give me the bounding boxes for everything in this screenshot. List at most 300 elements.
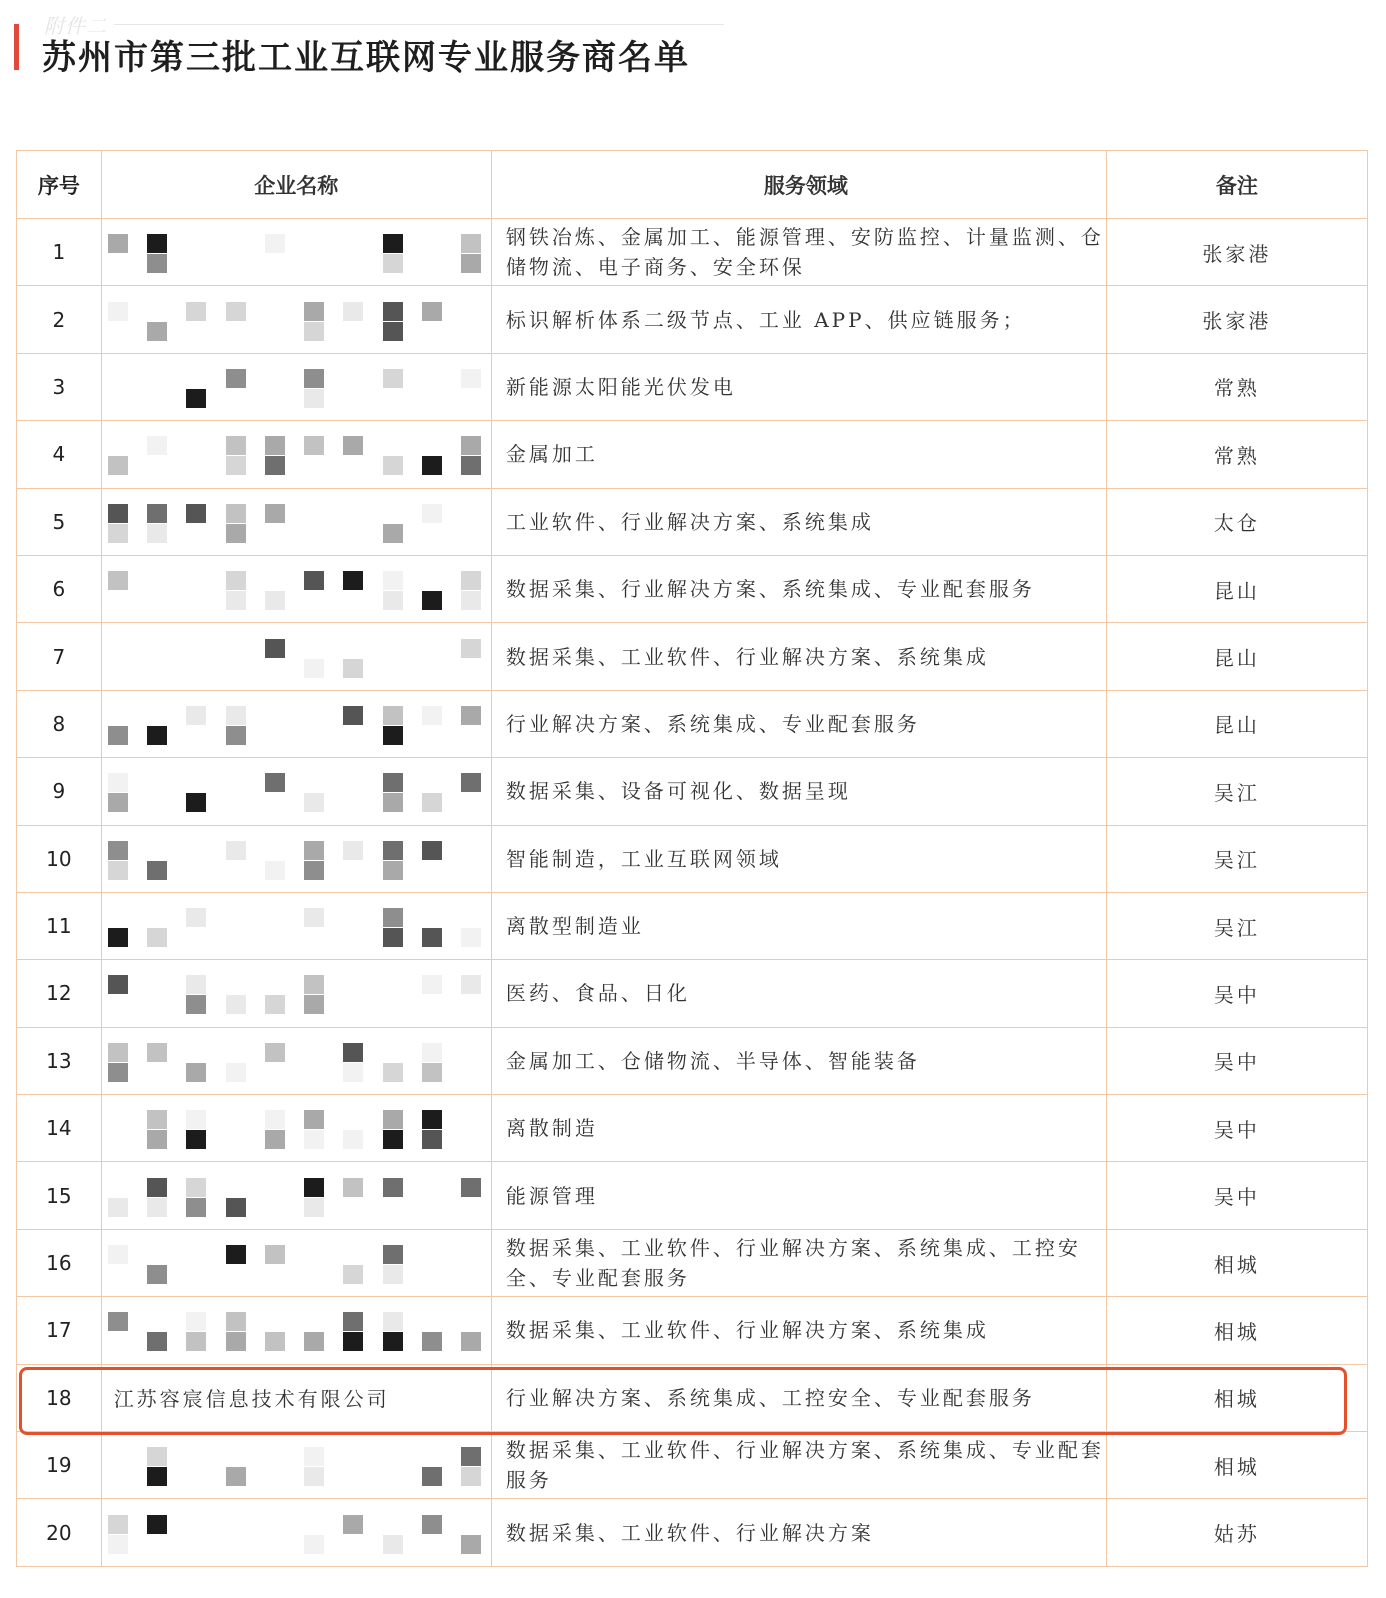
table-row <box>17 1229 1368 1296</box>
table-row <box>17 892 1368 959</box>
mosaic-block <box>304 1198 324 1217</box>
table-row <box>17 1095 1368 1162</box>
mosaic-block <box>186 389 206 408</box>
redaction-mosaic <box>102 1031 482 1091</box>
mosaic-block <box>383 861 403 880</box>
mosaic-block <box>147 1515 167 1534</box>
mosaic-block <box>186 302 206 321</box>
mosaic-block <box>226 436 246 455</box>
mosaic-block <box>422 975 442 994</box>
mosaic-block <box>383 1178 403 1197</box>
row-index: 5 <box>17 488 102 555</box>
mosaic-block <box>265 456 285 475</box>
service-area: 行业解决方案、系统集成、工控安全、专业配套服务 <box>491 1364 1106 1431</box>
mosaic-block <box>343 302 363 321</box>
row-index: 19 <box>17 1432 102 1499</box>
service-area: 数据采集、设备可视化、数据呈现 <box>491 758 1106 825</box>
mosaic-block <box>265 639 285 658</box>
mosaic-block <box>383 841 403 860</box>
table-row <box>17 421 1368 488</box>
mosaic-block <box>186 1312 206 1331</box>
mosaic-block <box>343 1063 363 1082</box>
mosaic-block <box>147 504 167 523</box>
mosaic-block <box>383 322 403 341</box>
service-area: 离散制造 <box>491 1095 1106 1162</box>
mosaic-block <box>147 1467 167 1486</box>
mosaic-block <box>383 302 403 321</box>
row-index: 4 <box>17 421 102 488</box>
redaction-mosaic <box>102 1166 482 1226</box>
redaction-mosaic <box>102 1503 482 1563</box>
mosaic-block <box>383 1130 403 1149</box>
page-title: 苏州市第三批工业互联网专业服务商名单 <box>42 38 690 78</box>
mosaic-block <box>186 793 206 812</box>
company-name-redacted <box>101 1499 491 1566</box>
mosaic-block <box>422 1515 442 1534</box>
mosaic-block <box>383 456 403 475</box>
company-name-redacted <box>101 219 491 286</box>
mosaic-block <box>108 1312 128 1331</box>
mosaic-block <box>304 841 324 860</box>
mosaic-block <box>343 1515 363 1534</box>
mosaic-block <box>226 302 246 321</box>
mosaic-block <box>343 1178 363 1197</box>
redaction-mosaic <box>102 424 482 484</box>
header-rule <box>114 24 724 25</box>
provider-table <box>16 150 1368 1567</box>
mosaic-block <box>108 504 128 523</box>
region-note: 相城 <box>1106 1364 1367 1431</box>
redaction-mosaic <box>102 290 482 350</box>
company-name-redacted <box>101 825 491 892</box>
redaction-mosaic <box>102 963 482 1023</box>
mosaic-block <box>147 1110 167 1129</box>
table-row <box>17 623 1368 690</box>
service-area: 钢铁冶炼、金属加工、能源管理、安防监控、计量监测、仓储物流、电子商务、安全环保 <box>491 219 1106 286</box>
service-area: 数据采集、行业解决方案、系统集成、专业配套服务 <box>491 555 1106 622</box>
mosaic-block <box>108 928 128 947</box>
mosaic-block <box>226 1245 246 1264</box>
mosaic-block <box>265 773 285 792</box>
mosaic-block <box>108 841 128 860</box>
mosaic-block <box>226 571 246 590</box>
service-area: 行业解决方案、系统集成、专业配套服务 <box>491 690 1106 757</box>
mosaic-block <box>461 591 481 610</box>
region-note: 吴中 <box>1106 960 1367 1027</box>
service-area: 医药、食品、日化 <box>491 960 1106 1027</box>
table-row <box>17 1499 1368 1566</box>
mosaic-block <box>304 793 324 812</box>
mosaic-block <box>304 302 324 321</box>
mosaic-block <box>226 1332 246 1351</box>
company-name-redacted <box>101 1027 491 1094</box>
mosaic-block <box>108 571 128 590</box>
mosaic-block <box>304 571 324 590</box>
document-header <box>14 0 774 76</box>
mosaic-block <box>461 456 481 475</box>
mosaic-block <box>108 975 128 994</box>
region-note: 吴江 <box>1106 892 1367 959</box>
company-name-redacted <box>101 1432 491 1499</box>
mosaic-block <box>461 706 481 725</box>
mosaic-block <box>108 524 128 543</box>
attachment-label: 附件二 <box>44 14 107 38</box>
mosaic-block <box>383 928 403 947</box>
mosaic-block <box>147 1130 167 1149</box>
row-index: 15 <box>17 1162 102 1229</box>
mosaic-block <box>147 726 167 745</box>
mosaic-block <box>461 1332 481 1351</box>
mosaic-block <box>226 841 246 860</box>
mosaic-block <box>226 456 246 475</box>
mosaic-block <box>108 1245 128 1264</box>
company-name-redacted <box>101 758 491 825</box>
table-header-row <box>17 151 1368 219</box>
table-row <box>17 690 1368 757</box>
mosaic-block <box>186 975 206 994</box>
mosaic-block <box>265 1043 285 1062</box>
mosaic-block <box>226 995 246 1014</box>
company-name-redacted <box>101 623 491 690</box>
region-note: 昆山 <box>1106 555 1367 622</box>
mosaic-block <box>147 1265 167 1284</box>
row-index: 3 <box>17 353 102 420</box>
mosaic-block <box>304 908 324 927</box>
mosaic-block <box>422 456 442 475</box>
table-row <box>17 758 1368 825</box>
mosaic-block <box>226 504 246 523</box>
mosaic-block <box>383 726 403 745</box>
company-name-redacted <box>101 1229 491 1296</box>
mosaic-block <box>343 1332 363 1351</box>
row-index: 12 <box>17 960 102 1027</box>
mosaic-block <box>422 591 442 610</box>
region-note: 太仓 <box>1106 488 1367 555</box>
mosaic-block <box>461 639 481 658</box>
service-area: 数据采集、工业软件、行业解决方案 <box>491 1499 1106 1566</box>
mosaic-block <box>304 659 324 678</box>
mosaic-block <box>422 928 442 947</box>
mosaic-block <box>186 706 206 725</box>
mosaic-block <box>147 1043 167 1062</box>
redaction-mosaic <box>102 559 482 619</box>
mosaic-block <box>304 1178 324 1197</box>
mosaic-block <box>343 706 363 725</box>
row-index: 14 <box>17 1095 102 1162</box>
mosaic-block <box>383 1535 403 1554</box>
column-header-note: 备注 <box>1106 151 1367 219</box>
mosaic-block <box>108 456 128 475</box>
row-index: 2 <box>17 286 102 353</box>
mosaic-block <box>383 1245 403 1264</box>
region-note: 吴江 <box>1106 758 1367 825</box>
table-row <box>17 1432 1368 1499</box>
mosaic-block <box>383 1312 403 1331</box>
mosaic-block <box>226 369 246 388</box>
redaction-mosaic <box>102 627 482 687</box>
mosaic-block <box>108 1043 128 1062</box>
table-row <box>17 488 1368 555</box>
company-name-redacted <box>101 1162 491 1229</box>
mosaic-block <box>186 1063 206 1082</box>
service-area: 工业软件、行业解决方案、系统集成 <box>491 488 1106 555</box>
row-index: 7 <box>17 623 102 690</box>
region-note: 常熟 <box>1106 421 1367 488</box>
table-row <box>17 1027 1368 1094</box>
mosaic-block <box>461 773 481 792</box>
mosaic-block <box>265 995 285 1014</box>
mosaic-block <box>226 524 246 543</box>
mosaic-block <box>265 861 285 880</box>
redaction-mosaic <box>102 492 482 552</box>
mosaic-block <box>304 369 324 388</box>
mosaic-block <box>383 571 403 590</box>
mosaic-block <box>422 793 442 812</box>
table-row <box>17 286 1368 353</box>
mosaic-block <box>383 254 403 273</box>
mosaic-block <box>422 1110 442 1129</box>
row-index: 16 <box>17 1229 102 1296</box>
mosaic-block <box>147 254 167 273</box>
service-area: 能源管理 <box>491 1162 1106 1229</box>
mosaic-block <box>226 1063 246 1082</box>
mosaic-block <box>226 726 246 745</box>
mosaic-block <box>422 1130 442 1149</box>
mosaic-block <box>422 841 442 860</box>
table-row <box>17 1162 1368 1229</box>
table-row <box>17 353 1368 420</box>
mosaic-block <box>226 1198 246 1217</box>
redaction-mosaic <box>102 1300 482 1360</box>
mosaic-block <box>461 1447 481 1466</box>
mosaic-block <box>461 254 481 273</box>
redaction-mosaic <box>102 1233 482 1293</box>
region-note: 张家港 <box>1106 286 1367 353</box>
region-note: 姑苏 <box>1106 1499 1367 1566</box>
mosaic-block <box>383 773 403 792</box>
mosaic-block <box>383 1110 403 1129</box>
mosaic-block <box>422 1043 442 1062</box>
redaction-mosaic <box>102 694 482 754</box>
mosaic-block <box>461 436 481 455</box>
redaction-mosaic <box>102 1435 482 1495</box>
mosaic-block <box>265 1332 285 1351</box>
service-area: 金属加工 <box>491 421 1106 488</box>
mosaic-block <box>186 504 206 523</box>
company-name-redacted <box>101 488 491 555</box>
mosaic-block <box>461 928 481 947</box>
mosaic-block <box>383 369 403 388</box>
mosaic-block <box>461 1535 481 1554</box>
region-note: 相城 <box>1106 1297 1367 1364</box>
row-index: 17 <box>17 1297 102 1364</box>
mosaic-block <box>265 1245 285 1264</box>
mosaic-block <box>108 1063 128 1082</box>
redaction-mosaic <box>102 829 482 889</box>
region-note: 常熟 <box>1106 353 1367 420</box>
mosaic-block <box>304 1332 324 1351</box>
mosaic-block <box>226 1312 246 1331</box>
mosaic-block <box>147 1178 167 1197</box>
table-row <box>17 1297 1368 1364</box>
mosaic-block <box>304 389 324 408</box>
redaction-mosaic <box>102 761 482 821</box>
region-note: 吴中 <box>1106 1027 1367 1094</box>
region-note: 相城 <box>1106 1229 1367 1296</box>
mosaic-block <box>461 1467 481 1486</box>
mosaic-block <box>343 436 363 455</box>
mosaic-block <box>108 302 128 321</box>
redaction-mosaic <box>102 222 482 282</box>
company-name-redacted <box>101 555 491 622</box>
service-area: 标识解析体系二级节点、工业 APP、供应链服务； <box>491 286 1106 353</box>
mosaic-block <box>186 1198 206 1217</box>
mosaic-block <box>147 234 167 253</box>
column-header-company: 企业名称 <box>101 151 491 219</box>
mosaic-block <box>186 995 206 1014</box>
mosaic-block <box>383 591 403 610</box>
company-name <box>101 1364 491 1431</box>
mosaic-block <box>304 1447 324 1466</box>
mosaic-block <box>186 908 206 927</box>
title-accent-bar <box>14 24 19 70</box>
company-name-redacted <box>101 353 491 420</box>
mosaic-block <box>422 504 442 523</box>
service-area: 新能源太阳能光伏发电 <box>491 353 1106 420</box>
company-name-redacted <box>101 960 491 1027</box>
redaction-mosaic <box>102 896 482 956</box>
mosaic-block <box>108 773 128 792</box>
mosaic-block <box>343 659 363 678</box>
mosaic-block <box>304 436 324 455</box>
region-note: 吴中 <box>1106 1095 1367 1162</box>
mosaic-block <box>304 1535 324 1554</box>
company-name-text: 江苏容宸信息技术有限公司 <box>113 1387 390 1412</box>
mosaic-block <box>265 436 285 455</box>
mosaic-block <box>343 1312 363 1331</box>
service-area: 智能制造，工业互联网领域 <box>491 825 1106 892</box>
mosaic-block <box>461 234 481 253</box>
table-row <box>17 960 1368 1027</box>
mosaic-block <box>422 1332 442 1351</box>
mosaic-block <box>461 571 481 590</box>
mosaic-block <box>383 1063 403 1082</box>
region-note: 相城 <box>1106 1432 1367 1499</box>
mosaic-block <box>108 1515 128 1534</box>
mosaic-block <box>422 1467 442 1486</box>
mosaic-block <box>226 591 246 610</box>
mosaic-block <box>186 1178 206 1197</box>
mosaic-block <box>108 234 128 253</box>
region-note: 昆山 <box>1106 690 1367 757</box>
service-area: 数据采集、工业软件、行业解决方案、系统集成、工控安全、专业配套服务 <box>491 1229 1106 1296</box>
mosaic-block <box>265 234 285 253</box>
service-area: 数据采集、工业软件、行业解决方案、系统集成 <box>491 1297 1106 1364</box>
column-header-service: 服务领域 <box>491 151 1106 219</box>
mosaic-block <box>422 1063 442 1082</box>
mosaic-block <box>461 369 481 388</box>
row-index: 20 <box>17 1499 102 1566</box>
row-index: 9 <box>17 758 102 825</box>
mosaic-block <box>108 793 128 812</box>
mosaic-block <box>147 928 167 947</box>
mosaic-block <box>383 524 403 543</box>
mosaic-block <box>226 1467 246 1486</box>
mosaic-block <box>226 706 246 725</box>
mosaic-block <box>108 726 128 745</box>
company-name-redacted <box>101 892 491 959</box>
service-area: 数据采集、工业软件、行业解决方案、系统集成 <box>491 623 1106 690</box>
service-area: 离散型制造业 <box>491 892 1106 959</box>
mosaic-block <box>383 1265 403 1284</box>
row-index: 18 <box>17 1364 102 1431</box>
column-header-index: 序号 <box>17 151 102 219</box>
mosaic-block <box>108 1535 128 1554</box>
mosaic-block <box>383 234 403 253</box>
row-index: 13 <box>17 1027 102 1094</box>
mosaic-block <box>343 571 363 590</box>
mosaic-block <box>461 975 481 994</box>
mosaic-block <box>186 1110 206 1129</box>
mosaic-block <box>304 995 324 1014</box>
mosaic-block <box>186 1332 206 1351</box>
mosaic-block <box>422 706 442 725</box>
mosaic-block <box>265 1130 285 1149</box>
mosaic-block <box>147 1332 167 1351</box>
mosaic-block <box>304 322 324 341</box>
mosaic-block <box>343 1130 363 1149</box>
row-index: 11 <box>17 892 102 959</box>
mosaic-block <box>147 524 167 543</box>
row-index: 8 <box>17 690 102 757</box>
redaction-mosaic <box>102 1098 482 1158</box>
row-index: 6 <box>17 555 102 622</box>
mosaic-block <box>422 302 442 321</box>
mosaic-block <box>304 1467 324 1486</box>
mosaic-block <box>304 1110 324 1129</box>
table-row <box>17 219 1368 286</box>
mosaic-block <box>265 591 285 610</box>
mosaic-block <box>383 706 403 725</box>
mosaic-block <box>343 841 363 860</box>
mosaic-block <box>147 861 167 880</box>
mosaic-block <box>383 1332 403 1351</box>
company-name-redacted <box>101 1095 491 1162</box>
service-area: 金属加工、仓储物流、半导体、智能装备 <box>491 1027 1106 1094</box>
mosaic-block <box>147 322 167 341</box>
region-note: 昆山 <box>1106 623 1367 690</box>
row-index: 10 <box>17 825 102 892</box>
region-note: 吴江 <box>1106 825 1367 892</box>
mosaic-block <box>304 861 324 880</box>
mosaic-block <box>147 436 167 455</box>
mosaic-block <box>108 861 128 880</box>
mosaic-block <box>343 1043 363 1062</box>
table-row <box>17 825 1368 892</box>
service-area: 数据采集、工业软件、行业解决方案、系统集成、专业配套服务 <box>491 1432 1106 1499</box>
mosaic-block <box>147 1198 167 1217</box>
mosaic-block <box>383 908 403 927</box>
mosaic-block <box>383 793 403 812</box>
mosaic-block <box>108 1198 128 1217</box>
mosaic-block <box>186 1130 206 1149</box>
row-index: 1 <box>17 219 102 286</box>
table-row <box>17 1364 1368 1431</box>
region-note: 吴中 <box>1106 1162 1367 1229</box>
mosaic-block <box>461 1178 481 1197</box>
mosaic-block <box>304 975 324 994</box>
company-name-redacted <box>101 1297 491 1364</box>
